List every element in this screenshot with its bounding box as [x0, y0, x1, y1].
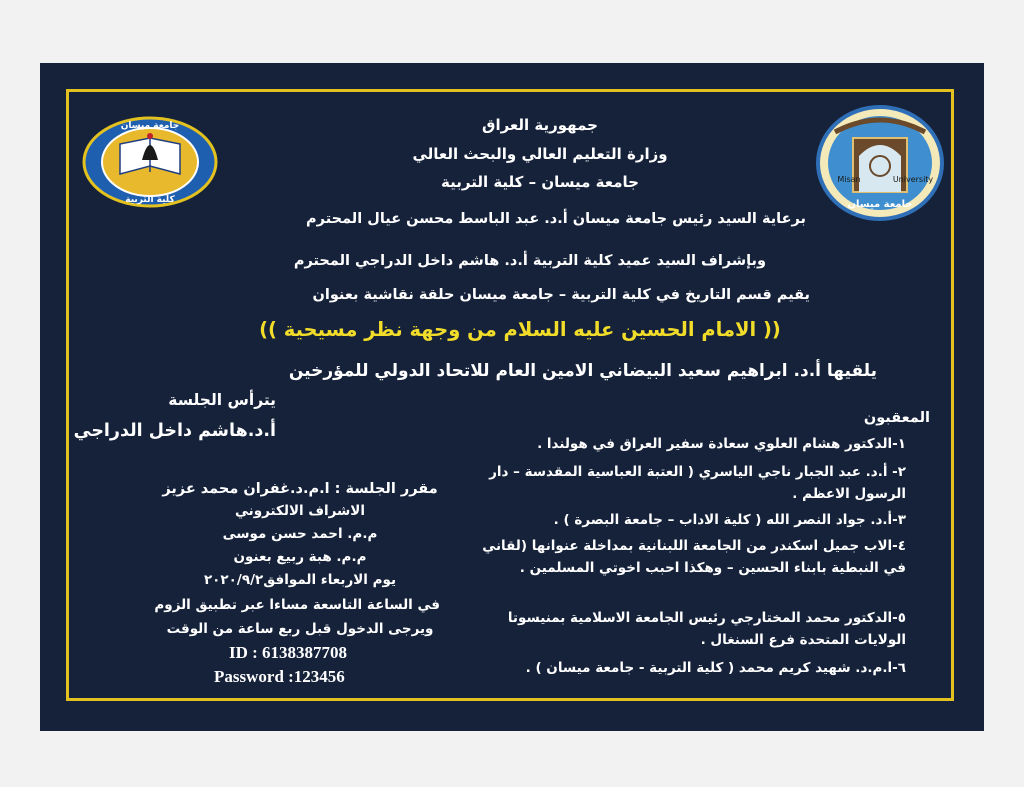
meeting-password: Password :123456 [214, 667, 345, 686]
college-logo [80, 112, 220, 212]
tech-member-1: م.م. احمد حسن موسى [222, 526, 378, 542]
header-line-2: وزارة التعليم العالي والبحث العالي [412, 145, 668, 163]
panel-heading: المعقبون [863, 410, 930, 426]
svg-text:جامعة ميسان: جامعة ميسان [847, 199, 913, 210]
header-line-3: جامعة ميسان – كلية التربية [441, 173, 639, 191]
header-line-1: جمهورية العراق [482, 116, 598, 134]
session-note: ويرجى الدخول قبل ربع ساعة من الوقت [166, 621, 434, 637]
lecture-title: (( الامام الحسين عليه السلام من وجهة نظر مسيحية )) [259, 318, 781, 341]
svg-text:University: University [892, 175, 934, 184]
meeting-id: ID : 6138387708 [229, 643, 348, 662]
session-time: في الساعة التاسعة مساءا عبر تطبيق الزوم [154, 597, 440, 613]
chair-name: أ.د.هاشم داخل الدراجي [73, 421, 276, 441]
panel-item: ١-الدكتور هشام العلوي سعادة سفير العراق في هولندا . [537, 436, 906, 452]
panel-item: ٣-أ.د. جواد النصر الله ( كلية الاداب – جامعة البصرة ) . [553, 512, 906, 528]
panel-item: ٥-الدكتور محمد المختارجي رئيس الجامعة الاسلامية بمنيسوتا الولايات المتحدة فرع السنغال . [507, 610, 906, 648]
svg-text:كلية التربية: كلية التربية [125, 195, 175, 205]
lecturer-line: يلقيها أ.د. ابراهيم سعيد البيضاني الامين العام للاتحاد الدولي للمؤرخين [288, 361, 877, 381]
tech-member-2: م.م. هبة ربيع بعنون [233, 549, 367, 565]
rapporteur-line: مقرر الجلسة : ا.م.د.غفران محمد عزيز [162, 481, 438, 497]
sponsorship-line-2: وبإشراف السيد عميد كلية التربية أ.د. هاشم داخل الدراجي المحترم [293, 253, 766, 269]
panel-item: ٤-الاب جميل اسكندر من الجامعة اللبنانية بمداخلة عنوانها (لقاني في النبطية بابناء الحسين – وهكذا احبب اخوتي المسلمين . [482, 538, 906, 576]
university-logo [815, 104, 945, 222]
sponsorship-line-1: برعاية السيد رئيس جامعة ميسان أ.د. عبد الباسط محسن عيال المحترم [306, 211, 806, 227]
tech-heading: الاشراف الالكتروني [235, 503, 365, 519]
sponsorship-line-3: يقيم قسم التاريخ في كلية التربية – جامعة ميسان حلقة نقاشية بعنوان [312, 287, 810, 303]
svg-text:Misan: Misan [837, 175, 861, 184]
panel-item: ٦-ا.م.د. شهيد كريم محمد ( كلية التربية - جامعة ميسان ) . [525, 660, 906, 676]
session-date: يوم الاربعاء الموافق٢٠٢٠/٩/٢ [203, 572, 397, 588]
panel-item: ٢- أ.د. عبد الجبار ناجي الياسري ( العتبة العباسية المقدسة – دار الرسول الاعظم . [489, 464, 906, 502]
svg-text:جامعة ميسان: جامعة ميسان [120, 121, 180, 131]
chair-heading: يترأس الجلسة [168, 391, 276, 409]
